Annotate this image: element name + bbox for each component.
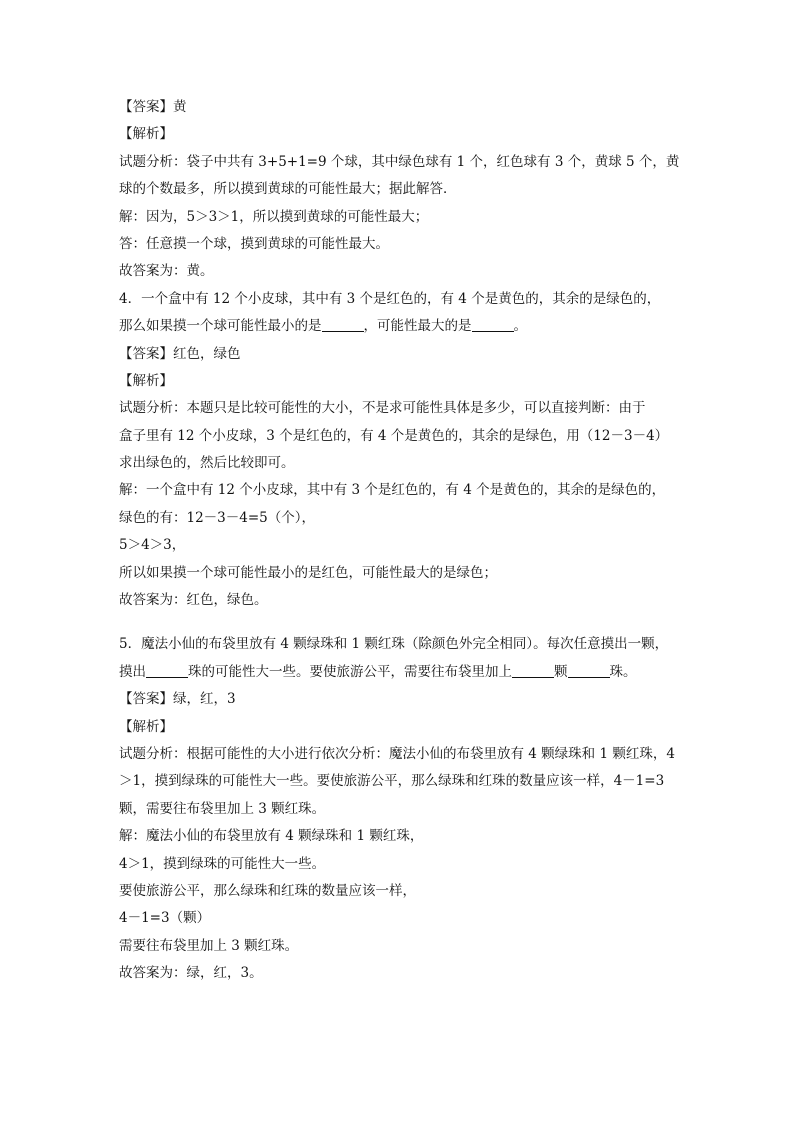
q4-analysis-line: 盒子里有 12 个小皮球，3 个是红色的，有 4 个是黄色的，其余的是绿色，用（12－3－4） bbox=[119, 427, 669, 444]
q4-text: 那么如果摸一个球可能性最小的是 bbox=[119, 318, 322, 335]
q3-analysis-label: 【解析】 bbox=[119, 126, 173, 143]
q4-question-line bbox=[119, 313, 719, 340]
q5-question-line: 5．魔法小仙的布袋里放有 4 颗绿珠和 1 颗红珠（除颜色外完全相同）。每次任意摸出一颗， bbox=[119, 636, 669, 653]
answer-blank[interactable] bbox=[568, 663, 610, 678]
q5-analysis-line: 试题分析：根据可能性的大小进行依次分析：魔法小仙的布袋里放有 4 颗绿珠和 1 颗红珠，4 bbox=[119, 745, 675, 762]
q5-answer: 【答案】绿，红，3 bbox=[119, 691, 236, 708]
q5-analysis-label: 【解析】 bbox=[119, 718, 173, 735]
q3-analysis-line: 球的个数最多，所以摸到黄球的可能性最大；据此解答． bbox=[119, 181, 457, 198]
q4-final-answer: 故答案为：红色，绿色。 bbox=[119, 592, 268, 609]
q4-answer: 【答案】红色，绿色 bbox=[119, 345, 241, 362]
q5-analysis-line: ＞1，摸到绿珠的可能性大一些。要使旅游公平，那么绿珠和红珠的数量应该一样，4－1=3 bbox=[119, 773, 665, 790]
q3-final-answer: 故答案为：黄。 bbox=[119, 263, 214, 280]
q4-solution-line: 解：一个盒中有 12 个小皮球，其中有 3 个是红色的，有 4 个是黄色的，其余的是绿色的， bbox=[119, 482, 666, 499]
q4-question-line: 4．一个盒中有 12 个小皮球，其中有 3 个是红色的，有 4 个是黄色的，其余的是绿色的， bbox=[119, 290, 661, 307]
q3-answer: 【答案】黄 bbox=[119, 99, 187, 115]
section-gap bbox=[119, 614, 719, 631]
q5-analysis-line: 颗，需要往布袋里加上 3 颗红珠。 bbox=[119, 800, 326, 817]
q4-text: 。 bbox=[513, 318, 527, 335]
q4-analysis-line: 求出绿色的，然后比较即可。 bbox=[119, 455, 295, 472]
q4-solution-line: 所以如果摸一个球可能性最小的是红色，可能性最大的是绿色； bbox=[119, 564, 497, 581]
q5-text: 颗 bbox=[554, 663, 568, 680]
answer-blank[interactable] bbox=[146, 663, 188, 678]
q3-analysis-line: 试题分析：袋子中共有 3+5+1=9 个球，其中绿色球有 1 个，红色球有 3 个，黄球 5 个，黄 bbox=[119, 153, 680, 170]
q5-text: 珠。 bbox=[609, 663, 637, 680]
q4-text: ，可能性最大的是 bbox=[363, 318, 472, 335]
q5-text: 珠的可能性大一些。要使旅游公平，需要往布袋里加上 bbox=[188, 663, 512, 680]
q5-text: 摸出 bbox=[119, 663, 146, 680]
q5-solution-line: 解：魔法小仙的布袋里放有 4 颗绿珠和 1 颗红珠， bbox=[119, 828, 424, 845]
q4-analysis-line: 试题分析：本题只是比较可能性的大小，不是求可能性具体是多少，可以直接判断：由于 bbox=[119, 400, 646, 417]
answer-blank[interactable] bbox=[472, 317, 514, 332]
q4-solution-line: 5＞4＞3， bbox=[119, 537, 186, 554]
q5-solution-line: 4＞1，摸到绿珠的可能性大一些。 bbox=[119, 855, 326, 872]
q5-solution-line: 需要往布袋里加上 3 颗红珠。 bbox=[119, 937, 299, 954]
q3-reply-line: 答：任意摸一个球，摸到黄球的可能性最大。 bbox=[119, 235, 389, 252]
q5-solution-line: 要使旅游公平，那么绿珠和红珠的数量应该一样， bbox=[119, 882, 416, 899]
q5-final-answer: 故答案为：绿，红，3。 bbox=[119, 965, 263, 982]
q4-analysis-label: 【解析】 bbox=[119, 372, 173, 389]
q5-question-line bbox=[119, 659, 719, 686]
answer-blank[interactable] bbox=[512, 663, 554, 678]
q4-solution-line: 绿色的有：12－3－4=5（个）， bbox=[119, 509, 316, 526]
document-page bbox=[119, 94, 719, 988]
answer-blank[interactable] bbox=[322, 317, 364, 332]
q3-solution-line: 解：因为，5＞3＞1，所以摸到黄球的可能性最大； bbox=[119, 208, 429, 225]
q5-solution-line: 4－1=3（颗） bbox=[119, 910, 211, 927]
